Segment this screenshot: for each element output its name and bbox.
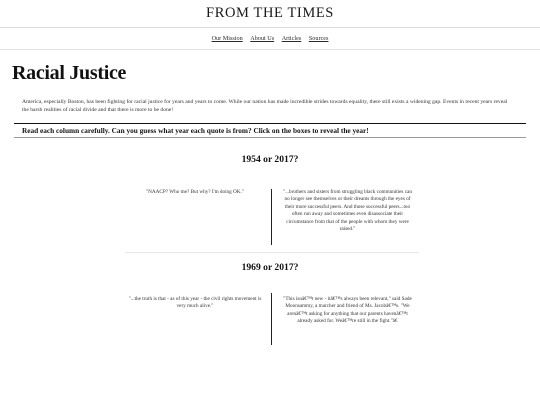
quote-box-left[interactable]: "...the truth is that - as of this year - the civil rights movement is very much alive.": [128, 296, 262, 310]
nav-link-our-mission[interactable]: Our Mission: [211, 35, 243, 42]
site-title[interactable]: FROM THE TIMES: [206, 5, 334, 21]
section-divider: [125, 252, 419, 253]
nav-link-about-us[interactable]: About Us: [250, 35, 275, 42]
quiz-instructions: Read each column carefully. Can you guess what year each quote is from? Click on the boxes to reveal the year!: [14, 123, 526, 138]
quiz-heading: 1969 or 2017?: [241, 262, 299, 273]
quote-box-left[interactable]: "NAACP? Who me? But why? I'm doing OK.": [146, 189, 244, 195]
quiz-section-1: [0, 154, 540, 165]
quote-text: "...brothers and sisters from struggling black communities can no longer see themselves or their dreams through the eyes of their more successful peers. And those successful peers...too often run away and sometimes even disassociate their circumstance from that of the people with whom they were raised.": [283, 189, 412, 233]
quiz-section-2: [0, 262, 540, 273]
quote-box-right[interactable]: [271, 189, 417, 245]
intro-paragraph: America, especially Boston, has been fighting for racial justice for years and years to come. While our nation has made incredible strides towards equality, there still exists a widening gap. Events in recent years reveal the harsh realities of racial divide and that there is more to be done!: [22, 99, 508, 114]
main-nav: [0, 28, 540, 50]
quiz-heading: 1954 or 2017?: [241, 154, 299, 165]
quote-box-right[interactable]: [271, 293, 417, 345]
quote-text: "This isnâ€™t new - itâ€™s always been relevant," said Sade Moonsammy, a marcher and friend of Ms. Jacobâ€™s. "We arenâ€™t asking for anything that our parents havenâ€™t already asked for. Weâ€™re still in the fight."â€: [283, 296, 412, 325]
nav-link-articles[interactable]: Articles: [281, 35, 302, 42]
site-header: [0, 0, 540, 28]
page-title: Racial Justice: [12, 62, 127, 84]
nav-link-sources[interactable]: Sources: [308, 35, 329, 42]
